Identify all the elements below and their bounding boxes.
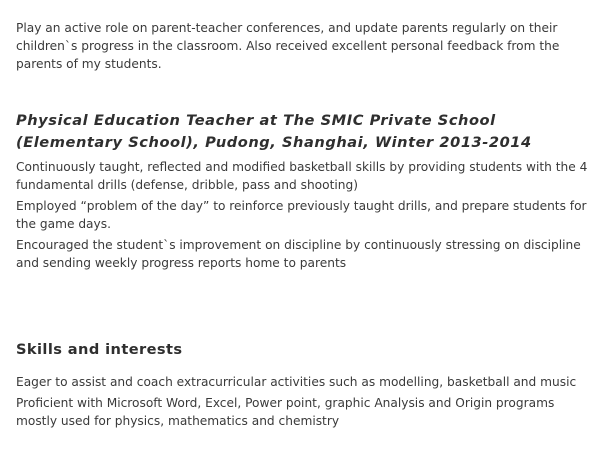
skill-item: Eager to assist and coach extracurricular activities such as modelling, basketball and music bbox=[16, 375, 577, 389]
job-bullet: Encouraged the student`s improvement on discipline by continuously stressing on discipline and sending weekly progress reports home to parents bbox=[16, 238, 581, 270]
skills-heading: Skills and interests bbox=[16, 341, 183, 358]
job-bullet: Continuously taught, reflected and modified basketball skills by providing students with the 4 fundamental drills (defense, dribble, pass and shooting) bbox=[16, 160, 588, 192]
job-description bbox=[16, 158, 591, 275]
skill-item: Proficient with Microsoft Word, Excel, Power point, graphic Analysis and Origin programs mostly used for physics, mathematics and chemistry bbox=[16, 396, 555, 428]
job-bullet: Employed “problem of the day” to reinforce previously taught drills, and prepare students for the game days. bbox=[16, 199, 587, 231]
skills-list bbox=[16, 373, 586, 433]
intro-paragraph: Play an active role on parent-teacher conferences, and update parents regularly on their children`s progress in the classroom. Also received excellent personal feedback from the parents of my students. bbox=[16, 21, 560, 71]
job-title: Physical Education Teacher at The SMIC Private School (Elementary School), Pudong, Shanghai, Winter 2013-2014 bbox=[16, 112, 532, 151]
